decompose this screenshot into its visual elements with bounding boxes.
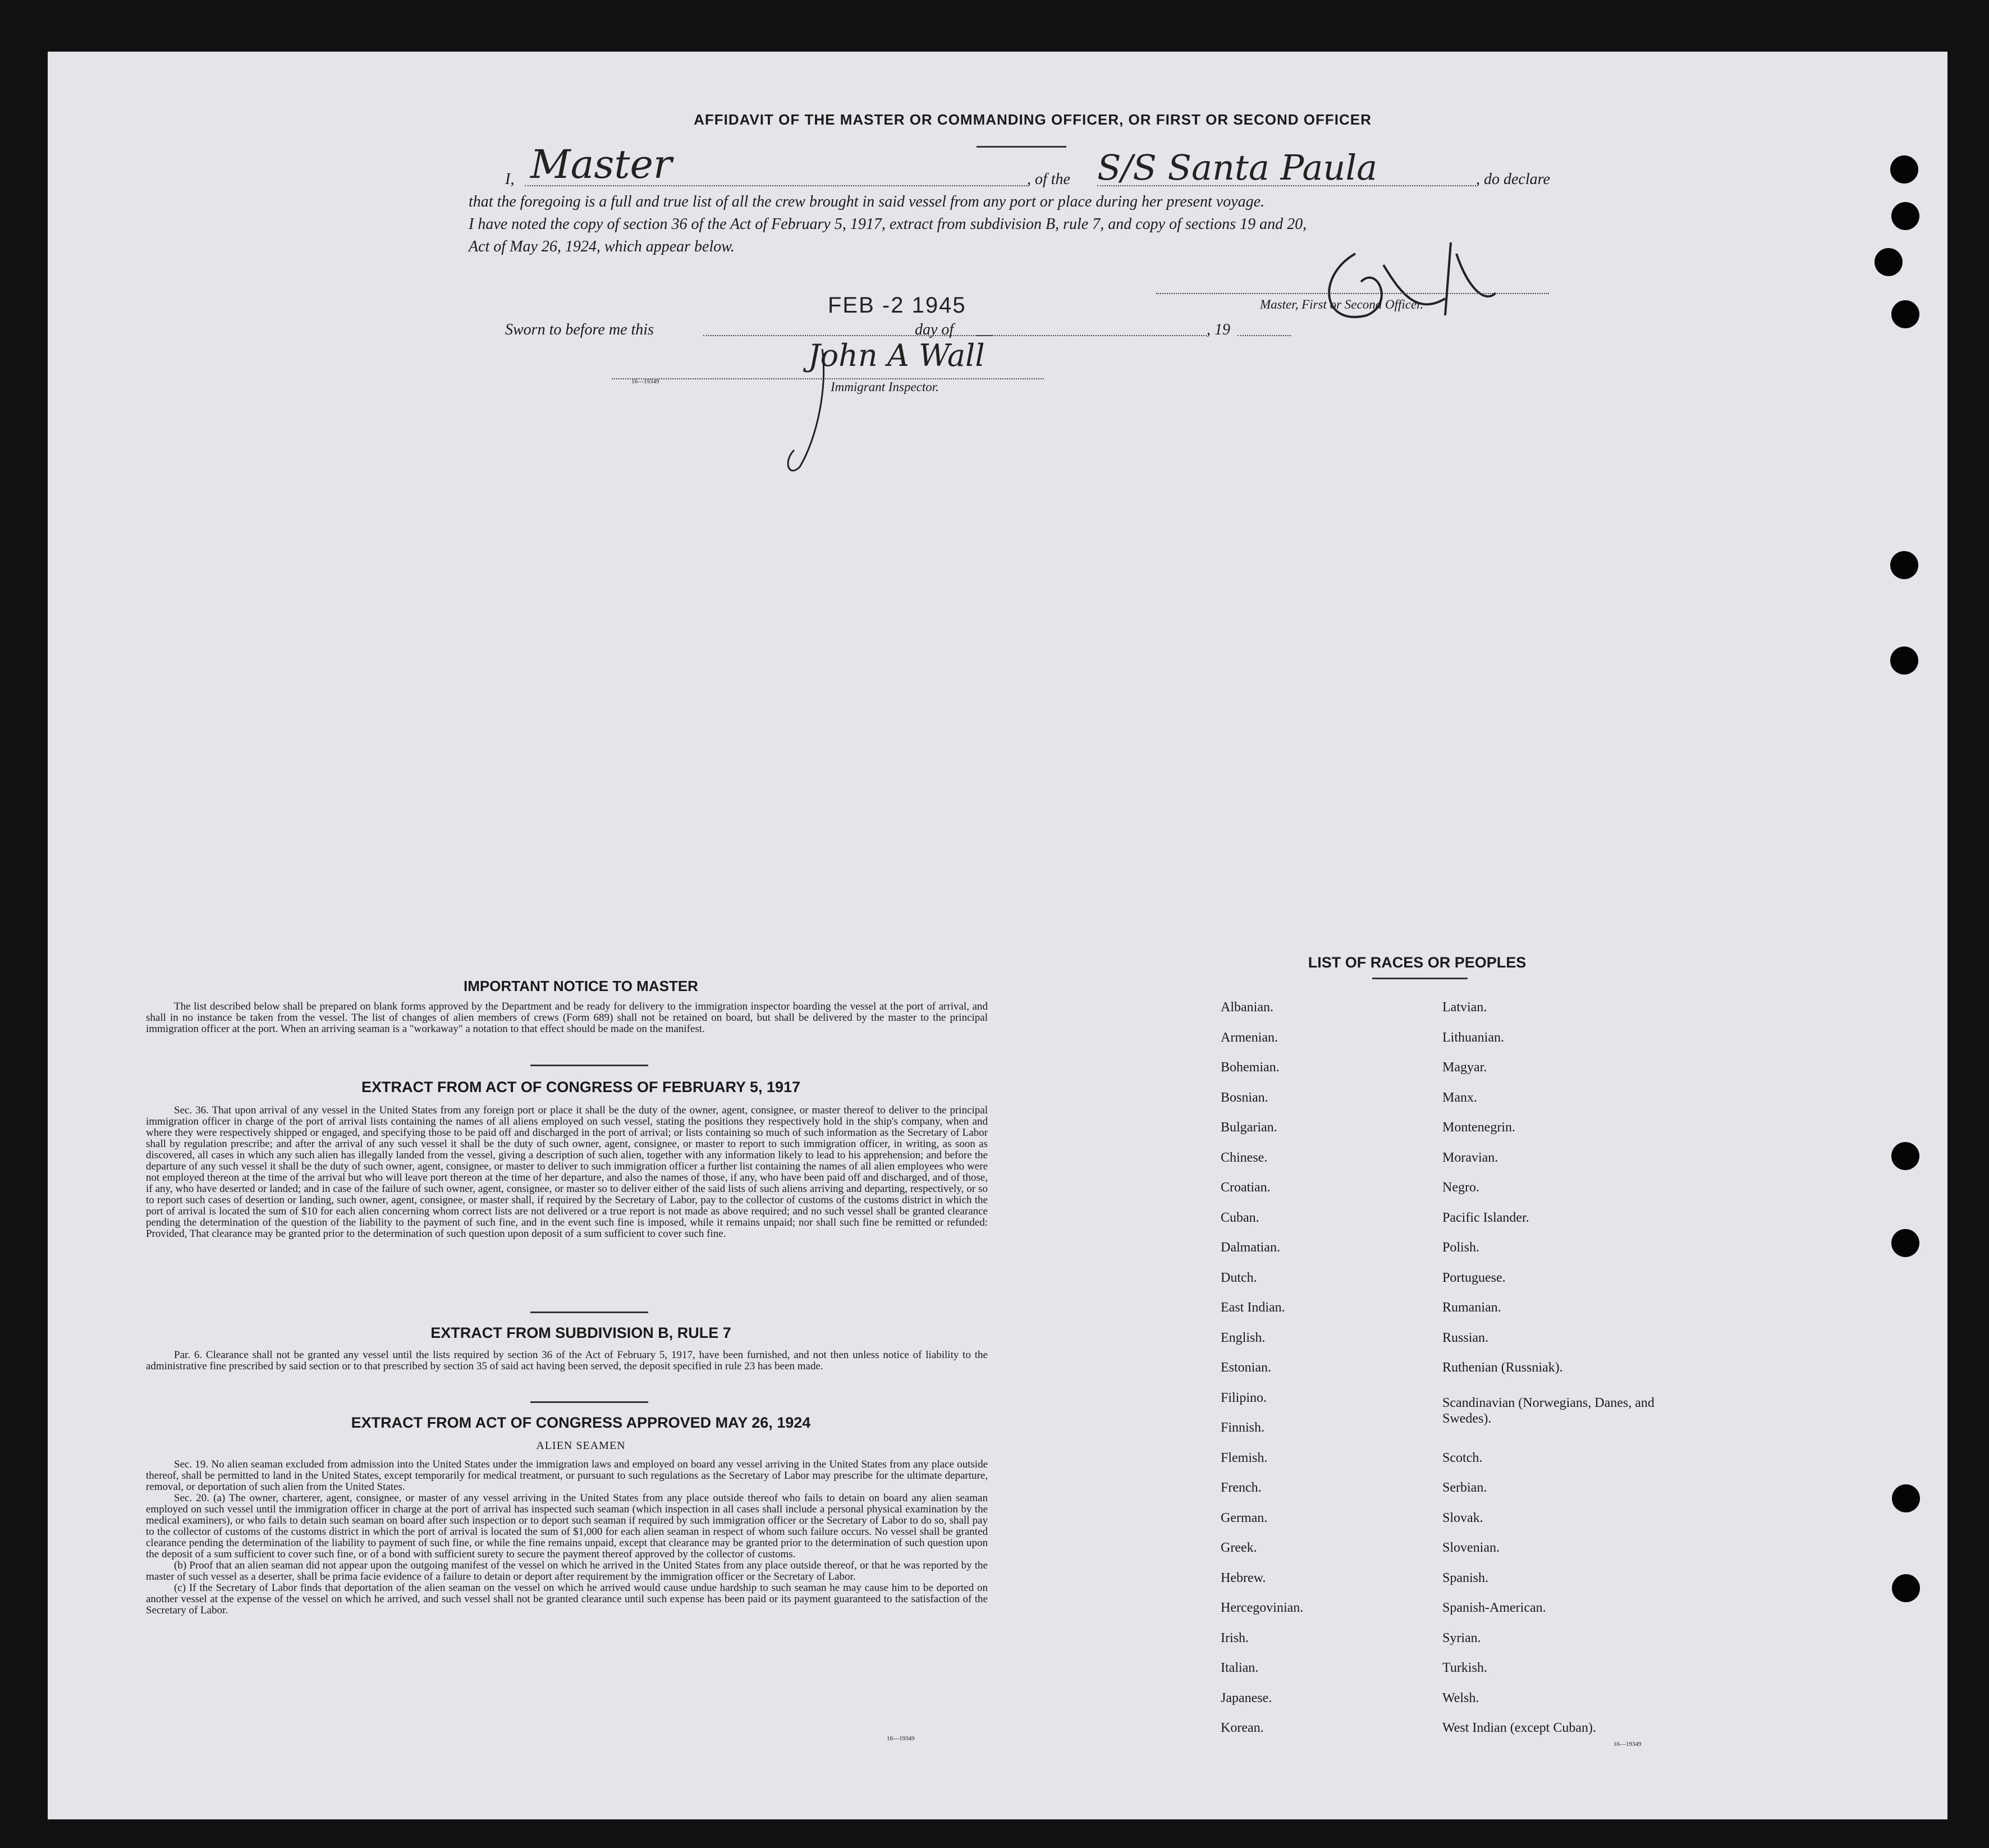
punch-hole: [1891, 1142, 1919, 1170]
race-item: Albanian.: [1221, 1000, 1273, 1015]
master-signature-line: [1156, 293, 1549, 294]
notice-title: IMPORTANT NOTICE TO MASTER: [464, 978, 698, 994]
master-signature: [1282, 231, 1518, 338]
race-item: Ruthenian (Russniak).: [1442, 1360, 1563, 1375]
race-item: Slovak.: [1442, 1510, 1483, 1525]
race-item: Flemish.: [1221, 1450, 1268, 1465]
race-item: Lithuanian.: [1442, 1030, 1504, 1045]
sworn-label: Sworn to before me this: [505, 321, 654, 338]
race-item: Magyar.: [1442, 1060, 1487, 1075]
race-item: Montenegrin.: [1442, 1120, 1515, 1135]
race-item: Rumanian.: [1442, 1300, 1501, 1315]
race-item: Spanish-American.: [1442, 1601, 1546, 1615]
races-right-column: [1442, 1000, 1678, 1751]
race-item: Dalmatian.: [1221, 1240, 1280, 1255]
affidavit-title: AFFIDAVIT OF THE MASTER OR COMMANDING OFFICER, OR FIRST OR SECOND OFFICER: [694, 111, 1372, 128]
extract-1924-body: [146, 1459, 988, 1616]
punch-hole: [1892, 1574, 1920, 1602]
extract-form-number: 16—19349: [887, 1735, 915, 1742]
race-item: Bohemian.: [1221, 1060, 1280, 1075]
punch-hole: [1891, 202, 1919, 230]
race-item: Manx.: [1442, 1090, 1477, 1105]
punch-hole: [1875, 248, 1903, 276]
extract-1917-title: EXTRACT FROM ACT OF CONGRESS OF FEBRUARY 5, 1917: [361, 1079, 801, 1095]
race-item: Irish.: [1221, 1630, 1249, 1645]
race-item: Cuban.: [1221, 1210, 1259, 1225]
year-label: , 19: [1207, 321, 1230, 338]
punch-hole: [1891, 300, 1919, 328]
race-item: Bulgarian.: [1221, 1120, 1277, 1135]
punch-hole: [1890, 155, 1918, 184]
section-19-text: Sec. 19. No alien seaman excluded from admission into the United States under the immigration laws and employed on board any vessel arriving in the United States from any place outside thereof, shall be permitted to land in the United States, except temporarily for medical treatment, or pursuant to such regulations as the Secretary of Labor may prescribe for the ultimate departure, removal, or deportation of such alien from the United States.: [146, 1459, 988, 1493]
punch-hole: [1891, 1229, 1919, 1257]
inspector-signature: John A Wall: [808, 338, 985, 373]
race-item: German.: [1221, 1510, 1268, 1525]
race-item: Greek.: [1221, 1540, 1257, 1555]
inspector-signature-flourish: [777, 343, 845, 478]
race-item: Polish.: [1442, 1240, 1480, 1255]
race-item: Croatian.: [1221, 1180, 1271, 1195]
affidavit-line-4: Act of May 26, 1924, which appear below.: [469, 238, 735, 255]
subdivision-b-text: Par. 6. Clearance shall not be granted any vessel until the lists required by section 36 of the Act of February 5, 1917, have been furnished, and not then unless notice of liability to the administrative fine prescribed by said section or to that prescribed by section 35 of said act having been served, the deposit specified in rule 23 has been made.: [146, 1349, 988, 1372]
of-the-label: , of the: [1027, 171, 1070, 188]
race-item: Korean.: [1221, 1721, 1264, 1735]
race-item: Bosnian.: [1221, 1090, 1268, 1105]
i-label: I,: [505, 171, 515, 188]
race-item: Pacific Islander.: [1442, 1210, 1529, 1225]
race-item: Japanese.: [1221, 1690, 1272, 1705]
race-item: Serbian.: [1442, 1480, 1487, 1495]
master-name-handwritten: Master: [530, 141, 672, 187]
race-item: Armenian.: [1221, 1030, 1278, 1045]
race-item: Spanish.: [1442, 1570, 1489, 1585]
extract-1924-subtitle: ALIEN SEAMEN: [536, 1439, 626, 1452]
race-item: Estonian.: [1221, 1360, 1271, 1375]
race-item: Scandinavian (Norwegians, Danes, and Swedes).: [1442, 1395, 1655, 1426]
race-item: Welsh.: [1442, 1690, 1479, 1705]
extract-1917-text: Sec. 36. That upon arrival of any vessel in the United States from any foreign port or place it shall be the duty of the owner, agent, consignee, or master thereof to deliver to the principal immigration officer in charge of the port of arrival lists containing the names of all aliens employed on such vessel, stating the positions they respectively hold in the ship's company, when and where they were respectively shipped or engaged, and specifying those to be paid off and discharged in the port of arrival; or lists containing so much of such information as the Secretary of Labor shall by regulation prescribe; and after the arrival of any such vessel it shall be the duty of such owner, agent, consignee, or master to report to such immigration officer, in writing, as soon as discovered, all cases in which any such alien has illegally landed from the vessel, giving a description of such alien, together with any information likely to lead to his apprehension; and before the departure of any such vessel it shall be the duty of such owner, agent, consignee, or master to deliver to such immigration officer a further list containing the names of all alien employees who were not employed thereon at the time of the arrival but who will leave port thereon at the time of her departure, and also the names of those, if any, who have been paid off and discharged, and of those, if any, who have deserted or landed; and in case of the failure of such owner, agent, consignee, or master so to deliver either of the said lists of such aliens arriving and departing, respectively, or so to report such cases of desertion or landing, such owner, agent, consignee, or master shall, if required by the Secretary of Labor, pay to the collector of customs of the customs district in which the port of arrival is located the sum of $10 for each alien concerning whom correct lists are not delivered or a true report is not made as above required; and no such vessel shall be granted clearance pending the determination of the question of the liability to the payment of such fine, and in the event such fine is imposed, while it remains unpaid; nor shall such fine be remitted or refunded: Provided, That clearance may be granted prior to the determination of such question upon deposit of a sum sufficient to cover such fine.: [146, 1104, 988, 1240]
master-signature-caption: Master, First or Second Officer.: [1260, 297, 1424, 311]
section-20c-text: (c) If the Secretary of Labor finds that deportation of the alien seaman on the vessel on which he arrived would cause undue hardship to such seaman he may cause him to be deported on another vessel at the expense of the vessel on which he arrived, and such vessel shall not be granted clearance until such expense has been paid or its payment guaranteed to the satisfaction of the Secretary of Labor.: [146, 1582, 988, 1616]
race-item: Negro.: [1442, 1180, 1479, 1195]
race-item: French.: [1221, 1480, 1262, 1495]
race-item: Turkish.: [1442, 1661, 1487, 1675]
affidavit-line-2: that the foregoing is a full and true list of all the crew brought in said vessel from any port or place during her present voyage.: [469, 193, 1265, 210]
races-form-number: 16—19349: [1614, 1741, 1642, 1748]
punch-hole: [1890, 551, 1918, 579]
notice-text: The list described below shall be prepared on blank forms approved by the Department and be ready for delivery to the immigration inspector boarding the vessel at the port of arrival, and shall in no instance be taken from the vessel. The list of changes of alien members of crews (Form 689) shall not be retained on board, but shall be delivered by the master to the principal immigration officer at the port. When an arriving seaman is a "workaway" a notation to that effect should be made on the manifest.: [146, 1001, 988, 1035]
races-left-column: [1221, 1000, 1434, 1751]
race-item: Finnish.: [1221, 1420, 1265, 1435]
race-item: West Indian (except Cuban).: [1442, 1721, 1596, 1735]
do-declare-label: , do declare: [1476, 171, 1550, 188]
affidavit-line-3: I have noted the copy of section 36 of the Act of February 5, 1917, extract from subdivision B, rule 7, and copy of sections 19 and 20,: [469, 215, 1307, 233]
race-item: Italian.: [1221, 1661, 1259, 1675]
divider-3: [530, 1401, 648, 1403]
extract-1924-title: EXTRACT FROM ACT OF CONGRESS APPROVED MAY 26, 1924: [351, 1414, 811, 1431]
subdivision-b-title: EXTRACT FROM SUBDIVISION B, RULE 7: [430, 1324, 731, 1341]
form-page: [48, 52, 1947, 1819]
section-20b-text: (b) Proof that an alien seaman did not appear upon the outgoing manifest of the vessel on which he arrived in the United States from any place outside thereof, or that he was reported by the master of such vessel as a deserter, shall be prima facie evidence of a failure to detain or deport after requirement by the immigration officer or the Secretary of Labor.: [146, 1560, 988, 1583]
race-item: Syrian.: [1442, 1630, 1481, 1645]
divider-1: [530, 1065, 648, 1066]
race-item: Hebrew.: [1221, 1570, 1266, 1585]
year-line: [1238, 335, 1291, 336]
day-of-label: day of: [915, 321, 954, 338]
section-20a-text: Sec. 20. (a) The owner, charterer, agent, consignee, or master of any vessel arriving in the United States from any place outside thereof who fails to detain on board any alien seaman employed on such vessel until the immigration officer in charge at the port of arrival has inspected such seaman (which inspection in all cases shall include a personal physical examination by the medical examiners), or who fails to detain such seaman on board after such inspection or to deport such seaman if required by such immigration officer or the Secretary of Labor to do so, shall pay to the collector of customs of the customs district in which the port of arrival is located the sum of $1,000 for each alien seaman in respect of whom such failure occurs. No vessel shall be granted clearance pending the determination of the liability to payment of such fine, or while the fine remains unpaid, except that clearance may be granted prior to the determination of such question upon the deposit of a sum sufficient to cover such fine, or of a bond with sufficient surety to secure the payment thereof approved by the collector of customs.: [146, 1492, 988, 1560]
race-item: Portuguese.: [1442, 1270, 1506, 1285]
punch-hole: [1892, 1484, 1920, 1512]
month-line: [977, 335, 1207, 336]
date-stamp: FEB -2 1945: [828, 293, 966, 318]
race-item: Latvian.: [1442, 1000, 1487, 1015]
race-item: Scotch.: [1442, 1450, 1483, 1465]
divider-2: [530, 1312, 648, 1313]
punch-hole: [1890, 646, 1918, 675]
race-item: Slovenian.: [1442, 1540, 1500, 1555]
races-title: LIST OF RACES OR PEOPLES: [1308, 954, 1527, 971]
inspector-caption: Immigrant Inspector.: [831, 380, 939, 394]
race-item: English.: [1221, 1330, 1266, 1345]
races-title-underline: [1372, 978, 1468, 979]
title-underline: [977, 146, 1066, 148]
race-item: Dutch.: [1221, 1270, 1257, 1285]
race-item: Russian.: [1442, 1330, 1489, 1345]
vessel-name-handwritten: S/S Santa Paula: [1097, 147, 1378, 188]
race-item: Filipino.: [1221, 1390, 1267, 1405]
race-item: Chinese.: [1221, 1150, 1268, 1165]
race-item: East Indian.: [1221, 1300, 1285, 1315]
race-item: Hercegovinian.: [1221, 1601, 1304, 1615]
form-number: 16—19349: [631, 378, 659, 385]
race-item: Moravian.: [1442, 1150, 1498, 1165]
